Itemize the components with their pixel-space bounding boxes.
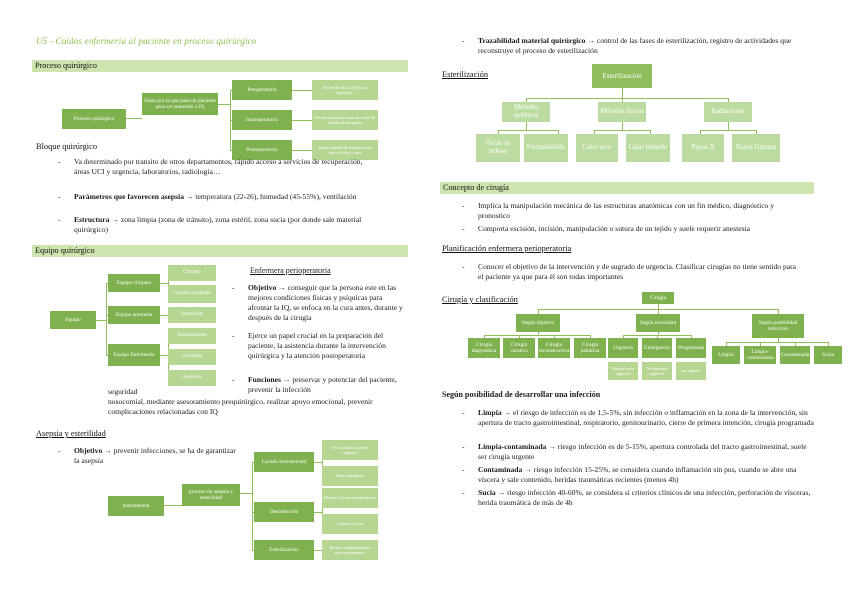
asepsia-root-node: Instrumental	[108, 496, 164, 516]
bullet-text: → conseguir que la persona este en las mejores condiciones físicas y psíquicas para afrontar la IQ, se enfoca en la cura antes, durante y después de la cirugía	[248, 283, 403, 322]
bullet-text: → preservar y potenciar del paciente, prevenir la infección	[248, 375, 397, 394]
bloque-bullet-text: Va determinado por transito de otros departamentos, rápido acceso a servicios de recuperación, áreas UCI y urgencia, laboratorios, radiología…	[74, 157, 363, 176]
equipo-root-node: Equipo	[50, 311, 96, 329]
cirugia-sub-node: No depende urgencia	[642, 362, 672, 380]
infeccion-bullet: - Limpia-contaminada → riesgo infección es de 5-15%, apertura controlada del tracto gastrointestinal, suele ser cirugía urgente	[462, 442, 807, 461]
equipo-group-node: Equipo Enfermería	[108, 344, 160, 366]
cirugia-leaf-node: Urgencia	[608, 338, 638, 358]
cirugia-sub-node: Basada en la urgencia	[608, 362, 638, 380]
bloque-bullet: - Parámetros que favorecen asepsia → temperatura (22-26), humedad (45-55%), ventilación	[58, 192, 357, 201]
esterilizacion-leaf-node: Formaldehído	[524, 134, 568, 162]
phase-node: Preoperatorio	[232, 80, 292, 100]
bullet-bold: Limpia	[478, 408, 502, 417]
bullet-text: → riesgo infección 40-60%, se considera si criterios clínicos de una infección, perforación de vísceras, herida traumática de más de 4h	[478, 488, 811, 507]
section-header-proceso: Proceso quirúrgico	[32, 60, 408, 72]
cirugia-root-node: Cirugía	[642, 292, 674, 304]
cirugia-sub-node: no urgente	[676, 362, 706, 380]
equipo-leaf-node: Circulante	[168, 349, 216, 365]
metodo-node: Métodos físicos	[598, 102, 646, 122]
enfermera-bullet: - Ejerce un papel crucial en la preparación del paciente, la asistencia durante la intervención quirúrgica y la atención postoperatoria	[232, 331, 408, 361]
bullet-text: → control de las fases de esterilización, registro de actividades que reconstruye el proceso de esterilización	[478, 36, 792, 55]
proceso-desc-node: Fases por la que pasa un paciente para ser sometido a IQ	[142, 93, 218, 115]
enfermera-cont: seguridad	[108, 387, 138, 396]
asepsia-leaf-node: Se arrastra la materia orgánica	[322, 440, 378, 460]
equipo-group-node: Equipo anestesia	[108, 306, 160, 324]
cirugia-leaf-node: Cirugía curativa	[503, 338, 535, 358]
cirugia-leaf-node: Cirugía diagnóstica	[468, 338, 500, 358]
cirugia-leaf-node: Cirugía paliativa	[574, 338, 606, 358]
asepsia-bullet: - Objetivo → prevenir infecciones, se ha de garantizar la asepsia	[58, 446, 236, 465]
proceso-root-node: Proceso quirúrgico	[62, 109, 126, 129]
planificacion-bullet: - Conocer el objetivo de la intervención y de sugrado de urgencia. Clasificar cirugías no tiene sentido para el paciente ya que para él son todas importantes	[462, 262, 802, 282]
equipo-group-node: Equipo cirujano	[108, 274, 160, 292]
bullet-bold: Contaminada	[478, 465, 523, 474]
bullet-text: → prevenir infecciones, se ha de garantizar la asepsia	[74, 446, 236, 465]
equipo-leaf-node: Instrumentista	[168, 328, 216, 344]
esterilizacion-title: Esterilización	[442, 70, 489, 79]
phase-desc-node: Desde unidad de recuperación hasta el alta o casa	[312, 140, 378, 160]
infeccion-bullet: - Contaminada → riesgo infección 15-25%, se considera cuando inflamación sin pus, cuando se abre una víscera y sale contenido, heridas traumáticas recientes (menos 4h)	[462, 465, 797, 484]
bullet-text: Comporta escisión, incisión, manipulación o sutura de un tejido y suele requerir anestesia	[478, 224, 751, 233]
asepsia-step-node: Desinfección	[254, 502, 314, 522]
bullet-text: Conocer el objetivo de la intervención y de sugrado de urgencia. Clasificar cirugías no tiene sentido para el paciente ya que para él son todas importantes	[478, 262, 797, 281]
phase-node: Intraoperatorio	[232, 110, 292, 130]
esterilizacion-leaf-node: Calor húmedo	[626, 134, 670, 162]
enfermera-bullet: - Objetivo → conseguir que la persona este en las mejores condiciones físicas y psíquicas para afrontar la IQ, se enfoca en la cura antes, durante y después de la cirugía	[232, 283, 403, 322]
infeccion-title: Según posibilidad de desarrollar una infección	[442, 390, 601, 399]
asepsia-leaf-node: Reduce completamente microorganismos	[322, 540, 378, 560]
enfermera-title: Enfermera perioperatoria	[250, 266, 331, 275]
infeccion-bullet: - Sucia → riesgo infección 40-60%, se considera si criterios clínicos de una infección, perforación de vísceras, herida traumática de más de 4h	[462, 488, 811, 507]
bullet-bold: Trazabilidad material quirúrgico	[478, 36, 586, 45]
clasificacion-title: Cirugía y clasificación	[442, 295, 518, 304]
planificacion-title: Planificación enfermera perioperatoria	[442, 244, 572, 253]
bullet-bold: Funciones	[248, 375, 281, 384]
esterilizacion-leaf-node: Rayos Gamma	[732, 134, 780, 162]
bloque-bullet: - Estructura → zona limpia (zona de tránsito), zona estéril, zona sucia (por donde sale material quirúrgico)	[58, 215, 362, 234]
esterilizacion-leaf-node: Rayos X	[682, 134, 724, 162]
trazabilidad-bullet: - Trazabilidad material quirúrgico → control de las fases de esterilización, registro de actividades que reconstruye el proceso de esterilización	[462, 36, 792, 55]
cirugia-group-node: Según objetivo	[516, 314, 560, 332]
phase-node: Postoperatorio	[232, 140, 292, 160]
equipo-leaf-node: Anestesista	[168, 307, 216, 323]
bullet-text: → zona limpia (zona de tránsito), zona estéril, zona sucia (por donde sale material quirúrgico)	[74, 215, 362, 234]
metodo-node: Radiaciones	[704, 102, 752, 122]
bullet-bold: Limpia-contaminada	[478, 442, 547, 451]
bullet-bold: Estructura	[74, 215, 110, 224]
asepsia-step-node: Lavado instrumental	[254, 452, 314, 472]
bullet-text: → riesgo infección es de 5-15%, apertura controlada del tracto gastrointestinal, suele ser cirugía urgente	[478, 442, 807, 461]
equipo-leaf-node: Cirujano	[168, 265, 216, 281]
section-header-concepto: Concepto de cirugía	[440, 182, 814, 194]
bullet-bold: Objetivo	[74, 446, 103, 455]
cirugia-group-node: Según posibilidad infección	[752, 314, 804, 338]
concepto-bullet: - Comporta escisión, incisión, manipulación o sutura de un tejido y suele requerir anestesia	[462, 224, 816, 234]
page-title: U5 - Cuidos enfermería al paciente en proceso quirúrgico	[36, 36, 257, 46]
asepsia-desc-node: proceso de asepsia y esterilidad	[182, 484, 240, 506]
cirugia-leaf-node: Contaminada	[780, 346, 810, 364]
cirugia-leaf-node: Sucia	[814, 346, 842, 364]
section-header-asepsia: Asepsia y esterilidad	[36, 429, 106, 438]
equipo-leaf-node: Anestesia	[168, 370, 216, 386]
cirugia-leaf-node: Programada	[676, 338, 706, 358]
asepsia-step-node: Esterilización	[254, 540, 314, 560]
enfermera-bullet: - Funciones → preservar y potenciar del paciente, prevenir la infección	[232, 375, 397, 394]
bullet-text: → el riesgo de infección es de 1,5-5%, sin infección o inflamación en la zona de la intervención, sin apertura de tracto gastrointestinal, respiratorio, genitourinario, cierre de primera intención, cirugía programada	[478, 408, 814, 427]
bullet-text: → riesgo infección 15-25%, se considera cuando inflamación sin pus, cuando se abre una víscera y sale contenido, heridas traumáticas recientes (menos 4h)	[478, 465, 797, 484]
bullet-bold: Objetivo	[248, 283, 277, 292]
asepsia-leaf-node: Aclarar y secar	[322, 514, 378, 534]
bullet-text: → temperatura (22-26), humedad (45-55%), ventilación	[184, 192, 357, 201]
cirugia-leaf-node: Limpia	[712, 346, 740, 364]
cirugia-leaf-node: Limpia-contaminada	[744, 346, 776, 364]
esterilizacion-root-node: Esterilización	[592, 64, 652, 88]
phase-desc-node: Desde decidir la IQ hasta quirófano	[312, 80, 378, 100]
phase-desc-node: Desde quirófano hasta que sale de unidad de despertar	[312, 110, 378, 130]
bullet-text: Ejerce un papel crucial en la preparación del paciente, la asistencia durante la intervención quirúrgica y la atención postoperatoria	[248, 331, 386, 360]
bullet-text: Implica la manipulación mecánica de las estructuras anatómicas con un fin médico, diagnóstico y pronostico	[478, 201, 775, 220]
asepsia-leaf-node: Reducir los microorganismos	[322, 488, 378, 508]
infeccion-bullet: - Limpia → el riesgo de infección es de 1,5-5%, sin infección o inflamación en la zona de la intervención, sin apertura de tracto gastrointestinal, respiratorio, genitourinario, cierre de primera intención, cirugía programada	[462, 408, 814, 427]
concepto-bullet: - Implica la manipulación mecánica de las estructuras anatómicas con un fin médico, diagnóstico y pronostico	[462, 201, 802, 221]
section-header-equipo: Equipo quirúrgico	[32, 245, 408, 257]
bloque-bullet: - Va determinado por transito de otros departamentos, rápido acceso a servicios de recuperación, áreas UCI y urgencia, laboratorios, radiología…	[58, 157, 363, 176]
bullet-bold: Parámetros que favorecen asepsia	[74, 192, 185, 201]
esterilizacion-leaf-node: Óxido de etileno	[476, 134, 520, 162]
equipo-leaf-node: Cirujano ayudantes	[168, 285, 216, 303]
metodo-node: Métodos químicos	[502, 102, 550, 122]
cirugia-group-node: Según necesidad	[636, 314, 680, 332]
bullet-bold: Sucia	[478, 488, 496, 497]
section-header-bloque: Bloque quirúrgico	[36, 142, 98, 151]
cirugia-leaf-node: Cirugía reconstructiva	[538, 338, 570, 358]
esterilizacion-leaf-node: Calor seco	[576, 134, 618, 162]
asepsia-leaf-node: Bien enjuagado	[322, 466, 378, 486]
enfermera-cont: nosocomial, mediante asesoramiento prequirúrgico, realizar apoyo emocional, prevenir complicaciones relacionadas con IQ	[108, 397, 373, 416]
cirugia-leaf-node: Emergencia	[642, 338, 672, 358]
